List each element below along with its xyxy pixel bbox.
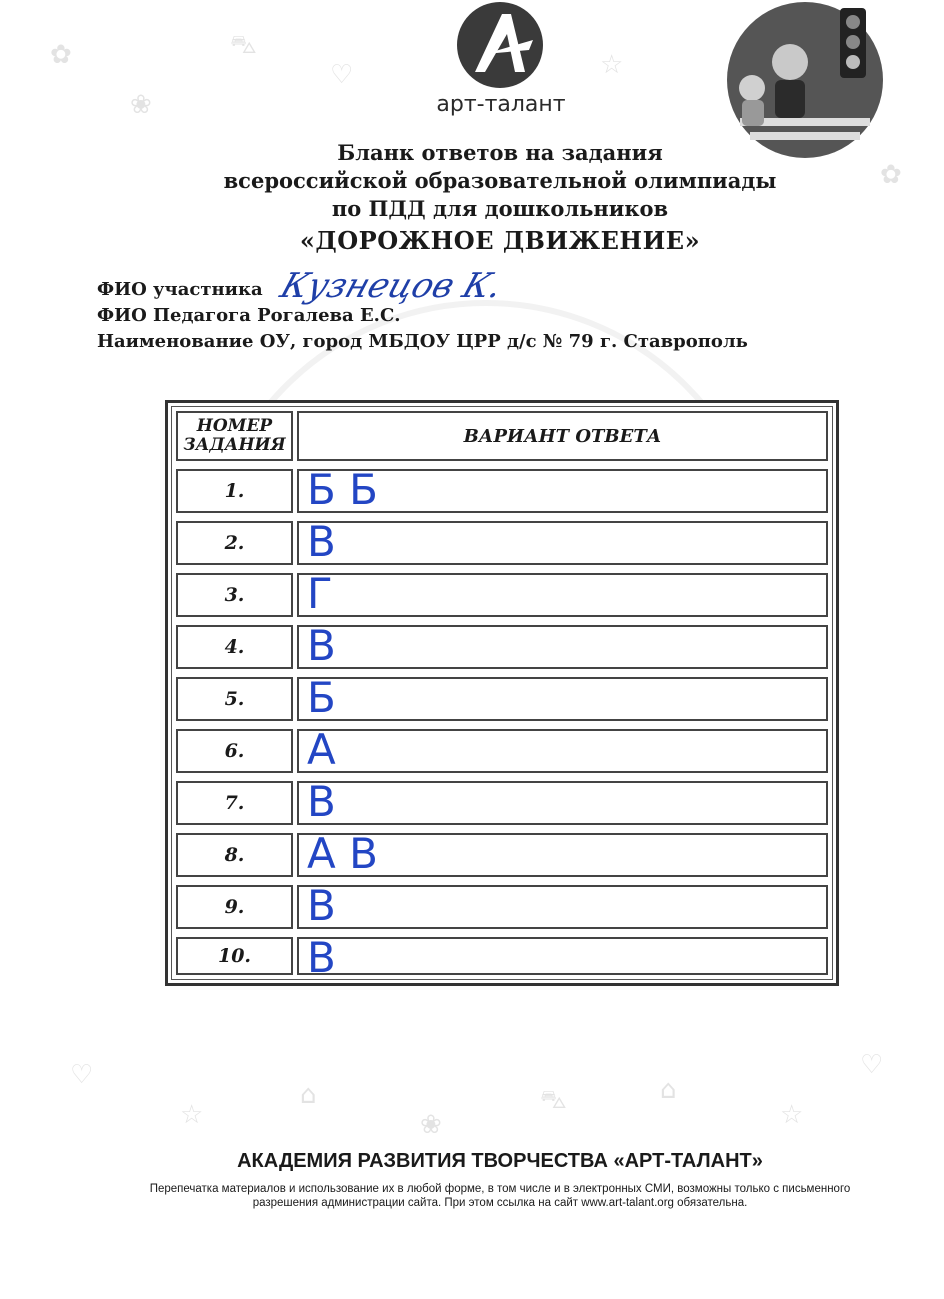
olympiad-name: «ДОРОЖНОЕ ДВИЖЕНИЕ»	[299, 226, 701, 255]
star-icon: ☆	[180, 1100, 204, 1130]
footer-title: АКАДЕМИЯ РАЗВИТИЯ ТВОРЧЕСТВА «АРТ-ТАЛАНТ»	[237, 1150, 763, 1172]
answer-cell[interactable]	[297, 881, 828, 930]
task-number: 7.	[176, 781, 293, 825]
table-row	[172, 777, 832, 829]
header-answer-cell: ВАРИАНТ ОТВЕТА	[297, 411, 828, 461]
copyright-line-2: разрешения администрации сайта. При этом ссылка на сайт www.art-talant.org обязательна.	[252, 1197, 748, 1209]
task-number: 1.	[176, 469, 293, 513]
logo-text: арт-талант	[436, 92, 566, 117]
copyright-line-1: Перепечатка материалов и использование их в любой форме, в том числе и в электронных СМИ, возможны только с письменного	[149, 1183, 851, 1195]
task-number: 8.	[176, 833, 293, 877]
heart-icon: ♡	[70, 1060, 94, 1090]
star-icon: ☆	[780, 1100, 804, 1130]
answer-cell[interactable]	[297, 777, 828, 826]
heart-icon: ♡	[330, 60, 354, 90]
answer-table	[165, 400, 839, 986]
table-row	[172, 933, 832, 982]
table-header-row	[172, 407, 832, 465]
handwritten-answer: В	[307, 517, 336, 566]
handwritten-answer: А	[307, 725, 336, 774]
form-title-line-3: по ПДД для дошкольников	[331, 196, 669, 221]
heart-icon: ♡	[860, 1050, 884, 1080]
task-number: 5.	[176, 677, 293, 721]
table-row	[172, 881, 832, 933]
header-number-line2: ЗАДАНИЯ	[183, 435, 286, 455]
table-row	[172, 725, 832, 777]
task-number: 6.	[176, 729, 293, 773]
art-talant-logo	[455, 0, 545, 90]
handwritten-answer: В	[307, 621, 336, 670]
handwritten-answer: В	[307, 777, 336, 826]
teacher-label: ФИО Педагога Рогалева Е.С.	[97, 305, 401, 326]
answer-cell[interactable]	[297, 829, 828, 878]
house-icon: ⌂	[300, 1080, 317, 1110]
star-icon: ✿	[50, 40, 72, 70]
star-icon: ☆	[600, 50, 624, 80]
handwritten-answer: А В	[307, 829, 378, 878]
task-number: 3.	[176, 573, 293, 617]
participant-label: ФИО участника	[97, 279, 263, 300]
form-title-line-1: Бланк ответов на задания	[337, 140, 663, 165]
house-icon: ⌂	[660, 1075, 677, 1105]
header-number-cell	[176, 411, 293, 461]
flower-icon: ✿	[880, 160, 902, 190]
handwritten-answer: Б	[307, 673, 336, 722]
table-row	[172, 829, 832, 881]
copyright-notice	[90, 1182, 910, 1210]
task-number: 4.	[176, 625, 293, 669]
answer-cell[interactable]	[297, 933, 828, 982]
handwritten-answer: В	[307, 933, 336, 982]
organization-label: Наименование ОУ, город МБДОУ ЦРР д/с № 79 г. Ставрополь	[97, 331, 748, 352]
answer-cell[interactable]	[297, 725, 828, 774]
flower-icon: ❀	[130, 90, 152, 120]
car-icon: ⛍	[540, 1085, 567, 1115]
answer-cell[interactable]	[297, 465, 828, 514]
answer-cell[interactable]	[297, 673, 828, 722]
task-number: 9.	[176, 885, 293, 929]
table-row	[172, 569, 832, 621]
table-row	[172, 465, 832, 517]
flower-icon: ❀	[420, 1110, 442, 1140]
handwritten-answer: В	[307, 881, 336, 930]
handwritten-answer: Б Б	[307, 465, 378, 514]
task-number: 10.	[176, 937, 293, 975]
participant-handwritten-name: Кузнецов К.	[275, 266, 508, 306]
header-number-line1: НОМЕР	[196, 416, 273, 436]
task-number: 2.	[176, 521, 293, 565]
answer-cell[interactable]	[297, 569, 828, 618]
car-icon: ⛍	[230, 30, 257, 60]
answer-cell[interactable]	[297, 621, 828, 670]
answer-cell[interactable]	[297, 517, 828, 566]
form-title-line-2: всероссийской образовательной олимпиады	[223, 168, 777, 193]
handwritten-answer: Г	[307, 569, 333, 618]
table-row	[172, 673, 832, 725]
children-traffic-light-illustration	[720, 0, 890, 160]
table-row	[172, 621, 832, 673]
table-row	[172, 517, 832, 569]
